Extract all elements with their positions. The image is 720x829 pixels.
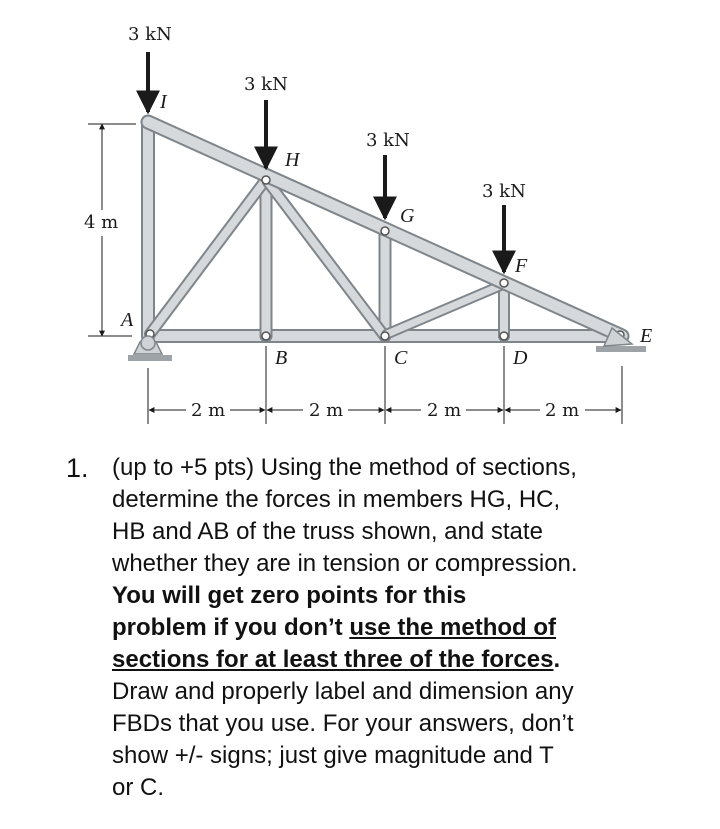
problem-line-1: (up to +5 pts) Using the method of sections, [112,454,577,481]
problem-line-7-underlined: sections for at least three of the forces [112,646,554,673]
joint-label-G: G [400,205,415,227]
problem-line-6-bold [112,612,672,644]
problem-line-6-underlined: use the method of [349,614,556,641]
joint-label-I: I [160,91,167,113]
joint-label-F: F [515,255,528,277]
joint-label-H: H [285,149,300,171]
problem-line-10: show +/- signs; just give magnitude and T [112,742,554,769]
load-arrows [148,52,504,272]
ground-support-left [128,355,172,361]
problem-line-5-bold: You will get zero points for this [112,582,467,609]
problem-line-7-end: . [553,646,561,673]
span-dimension-DE: 2 m [545,400,580,421]
height-dimension-label: 4 m [84,212,119,233]
problem-line-3: HB and AB of the truss shown, and state [112,518,543,545]
load-label-F: 3 kN [482,181,526,202]
problem-text [112,452,672,804]
ground-support-right [596,346,646,352]
load-label-H: 3 kN [244,74,288,95]
problem-line-8: Draw and properly label and dimension any [112,678,574,705]
joint-label-E: E [640,325,653,347]
problem-line-4: whether they are in tension or compression. [112,550,578,577]
load-label-I: 3 kN [128,24,172,45]
joint-label-C: C [394,347,408,369]
problem-line-7-bold [112,644,672,676]
span-dimension-BC: 2 m [309,400,344,421]
joint-label-B: B [275,347,288,369]
span-dimension-CD: 2 m [427,400,462,421]
problem-line-9: FBDs that you use. For your answers, don’t [112,710,574,737]
span-dimension-AB: 2 m [191,400,226,421]
problem-line-6-plain: problem if you don’t [112,614,350,641]
problem-line-11: or C. [112,774,165,801]
problem-line-2: determine the forces in members HG, HC, [112,486,561,513]
load-label-G: 3 kN [366,130,410,151]
problem-number: 1. [66,453,89,483]
joint-label-A: A [121,309,134,331]
joint-label-D: D [513,347,528,369]
